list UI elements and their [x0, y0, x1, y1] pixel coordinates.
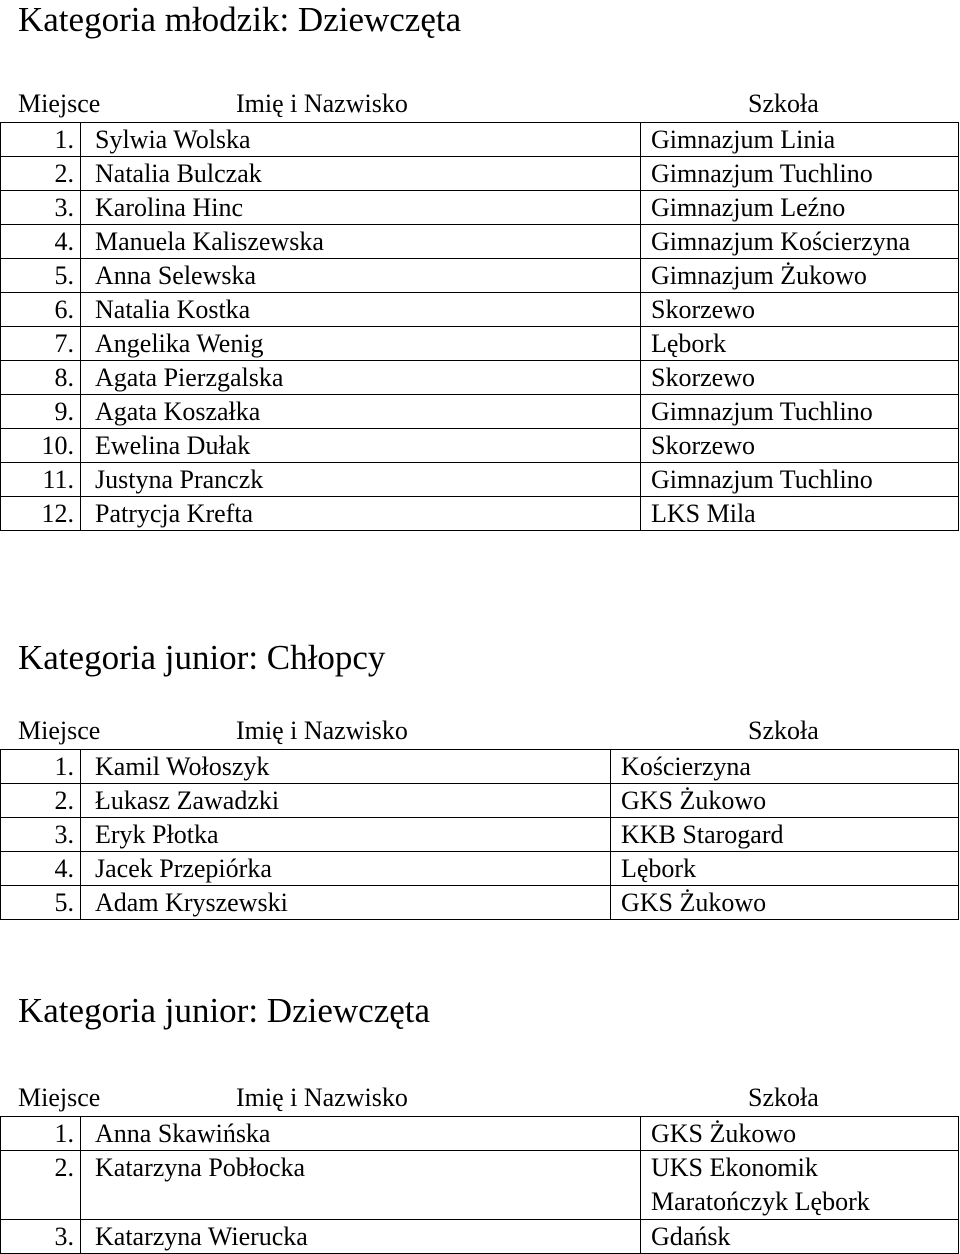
name-cell: Anna Skawińska: [81, 1117, 641, 1151]
place-cell: 11.: [1, 463, 81, 497]
name-cell: Patrycja Krefta: [81, 497, 641, 531]
table-row: [1, 293, 959, 327]
name-cell: Justyna Pranczk: [81, 463, 641, 497]
table-row: [1, 886, 959, 920]
name-cell: Karolina Hinc: [81, 191, 641, 225]
place-cell: 4.: [1, 225, 81, 259]
table-header: [0, 1081, 960, 1115]
name-cell: Adam Kryszewski: [81, 886, 611, 920]
table-row: [1, 157, 959, 191]
place-cell: 8.: [1, 361, 81, 395]
school-cell: LKS Mila: [641, 497, 959, 531]
results-table: [0, 1116, 959, 1254]
name-cell: Manuela Kaliszewska: [81, 225, 641, 259]
place-cell: 2.: [1, 1151, 81, 1220]
place-cell: 1.: [1, 1117, 81, 1151]
header-school: Szkoła: [748, 1083, 819, 1112]
place-cell: 1.: [1, 123, 81, 157]
name-cell: Jacek Przepiórka: [81, 852, 611, 886]
school-cell: Gimnazjum Linia: [641, 123, 959, 157]
name-cell: Natalia Bulczak: [81, 157, 641, 191]
results-table: [0, 749, 959, 920]
header-place: Miejsce: [18, 89, 101, 118]
name-cell: Agata Pierzgalska: [81, 361, 641, 395]
school-cell: Lębork: [641, 327, 959, 361]
name-cell: Eryk Płotka: [81, 818, 611, 852]
place-cell: 12.: [1, 497, 81, 531]
place-cell: 9.: [1, 395, 81, 429]
school-cell: KKB Starogard: [611, 818, 959, 852]
name-cell: Ewelina Dułak: [81, 429, 641, 463]
name-cell: Sylwia Wolska: [81, 123, 641, 157]
school-cell: Lębork: [611, 852, 959, 886]
place-cell: 3.: [1, 191, 81, 225]
place-cell: 5.: [1, 259, 81, 293]
header-school: Szkoła: [748, 89, 819, 118]
table-header: [0, 87, 960, 121]
table-row: [1, 1117, 959, 1151]
table-row: [1, 225, 959, 259]
table-row: [1, 463, 959, 497]
place-cell: 2.: [1, 157, 81, 191]
section-title: Kategoria młodzik: Dziewczęta: [18, 0, 462, 39]
school-cell: Gdańsk: [641, 1220, 959, 1254]
school-cell: Gimnazjum Tuchlino: [641, 463, 959, 497]
school-cell: Skorzewo: [641, 429, 959, 463]
place-cell: 10.: [1, 429, 81, 463]
school-cell: Gimnazjum Żukowo: [641, 259, 959, 293]
school-cell: Skorzewo: [641, 361, 959, 395]
table-row: [1, 259, 959, 293]
school-cell: GKS Żukowo: [611, 886, 959, 920]
school-cell: Gimnazjum Tuchlino: [641, 395, 959, 429]
header-name: Imię i Nazwisko: [236, 89, 408, 118]
name-cell: Angelika Wenig: [81, 327, 641, 361]
table-row: [1, 497, 959, 531]
name-cell: Katarzyna Wierucka: [81, 1220, 641, 1254]
place-cell: 3.: [1, 1220, 81, 1254]
school-cell: Gimnazjum Leźno: [641, 191, 959, 225]
place-cell: 7.: [1, 327, 81, 361]
school-cell: UKS Ekonomik Maratończyk Lębork: [641, 1151, 959, 1220]
table-row: [1, 818, 959, 852]
table-row: [1, 1220, 959, 1254]
school-cell: GKS Żukowo: [641, 1117, 959, 1151]
place-cell: 2.: [1, 784, 81, 818]
results-table: [0, 122, 959, 531]
place-cell: 6.: [1, 293, 81, 327]
section-title: Kategoria junior: Chłopcy: [18, 638, 386, 677]
school-cell: Kościerzyna: [611, 750, 959, 784]
table-row: [1, 327, 959, 361]
table-row: [1, 852, 959, 886]
table-row: [1, 361, 959, 395]
header-place: Miejsce: [18, 716, 101, 745]
table-row: [1, 395, 959, 429]
table-row: [1, 191, 959, 225]
name-cell: Anna Selewska: [81, 259, 641, 293]
place-cell: 3.: [1, 818, 81, 852]
name-cell: Kamil Wołoszyk: [81, 750, 611, 784]
place-cell: 1.: [1, 750, 81, 784]
place-cell: 4.: [1, 852, 81, 886]
name-cell: Łukasz Zawadzki: [81, 784, 611, 818]
school-cell: Gimnazjum Tuchlino: [641, 157, 959, 191]
name-cell: Natalia Kostka: [81, 293, 641, 327]
table-header: [0, 714, 960, 748]
header-name: Imię i Nazwisko: [236, 1083, 408, 1112]
header-name: Imię i Nazwisko: [236, 716, 408, 745]
name-cell: Katarzyna Pobłocka: [81, 1151, 641, 1220]
school-cell: Skorzewo: [641, 293, 959, 327]
place-cell: 5.: [1, 886, 81, 920]
section-title: Kategoria junior: Dziewczęta: [18, 991, 431, 1030]
table-row: [1, 784, 959, 818]
school-cell: GKS Żukowo: [611, 784, 959, 818]
name-cell: Agata Koszałka: [81, 395, 641, 429]
table-row: [1, 750, 959, 784]
table-row: [1, 123, 959, 157]
header-place: Miejsce: [18, 1083, 101, 1112]
table-row: [1, 1151, 959, 1220]
header-school: Szkoła: [748, 716, 819, 745]
table-row: [1, 429, 959, 463]
school-cell: Gimnazjum Kościerzyna: [641, 225, 959, 259]
